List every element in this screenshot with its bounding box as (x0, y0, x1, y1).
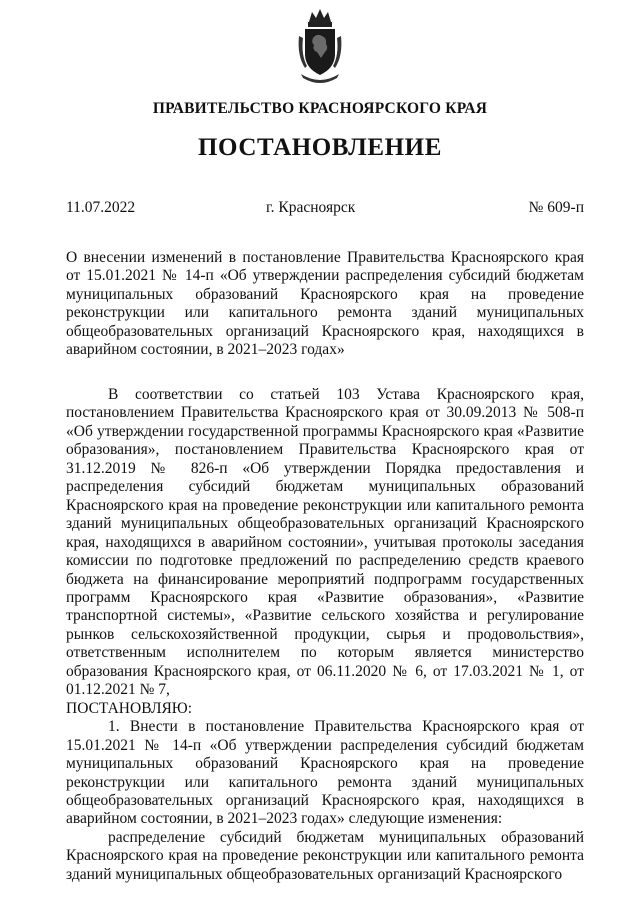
resolve-statement: ПОСТАНОВЛЯЮ: (66, 699, 193, 717)
document-date: 11.07.2022 (66, 199, 136, 216)
document-type-title: ПОСТАНОВЛЕНИЕ (197, 134, 443, 161)
document-body (66, 386, 584, 884)
item-1-paragraph: 1. Внести в постановление Правительства Красноярского края от 15.01.2021 № 14-п «Об утверждении распределения субсидий бюджетам муниципальных образований Красноярского края на проведение реконструкции или капитального ремонта зданий муниципальных общеобразовательных организаций Красноярского края, находящихся в аварийном состоянии, в 2021–2023 годах» следующие изменения: (66, 718, 584, 828)
preamble-paragraph: В соответствии со статьей 103 Устава Красноярского края, постановлением Правительства Красноярского края от 30.09.2013 № 508-п «Об утверждении государственной программы Красноярского края «Развитие образования», постановлением Правительства Красноярского края от 31.12.2019 № 826-п «Об утверждении Порядка предоставления и распределения субсидий бюджетам муниципальных образований Красноярского края на проведение реконструкции или капитального ремонта зданий муниципальных общеобразовательных организаций Красноярского края, находящихся в аварийном состоянии», учитывая протоколы заседания комиссии по подготовке предложений по распределению средств краевого бюджета на финансирование мероприятий подпрограмм государственных программ Красноярского края «Развитие образования», «Развитие транспортной системы», «Развитие сельского хозяйства и регулирование рынков сельскохозяйственной продукции, сырья и продовольствия», ответственным исполнителем по которым является министерство образования Красноярского края, от 06.11.2020 № 6, от 17.03.2021 № 1, от 01.12.2021 № 7, (66, 386, 584, 699)
document-subject: О внесении изменений в постановление Правительства Красноярского края от 15.01.2021 № 14-п «Об утверждении распределения субсидий бюджетам муниципальных образований Красноярского края на проведение реконструкции или капитального ремонта зданий муниципальных общеобразовательных организаций Красноярского края, находящихся в аварийном состоянии, в 2021–2023 годах» (66, 249, 584, 359)
government-title: ПРАВИТЕЛЬСТВО КРАСНОЯРСКОГО КРАЯ (152, 100, 488, 117)
document-number: № 609-п (528, 199, 584, 216)
document-city: г. Красноярск (266, 199, 356, 216)
coat-of-arms-icon (295, 8, 345, 86)
item-1-change-paragraph: распределение субсидий бюджетам муниципальных образований Красноярского края на проведение реконструкции или капитального ремонта зданий муниципальных общеобразовательных организаций Красноярского (66, 828, 584, 883)
